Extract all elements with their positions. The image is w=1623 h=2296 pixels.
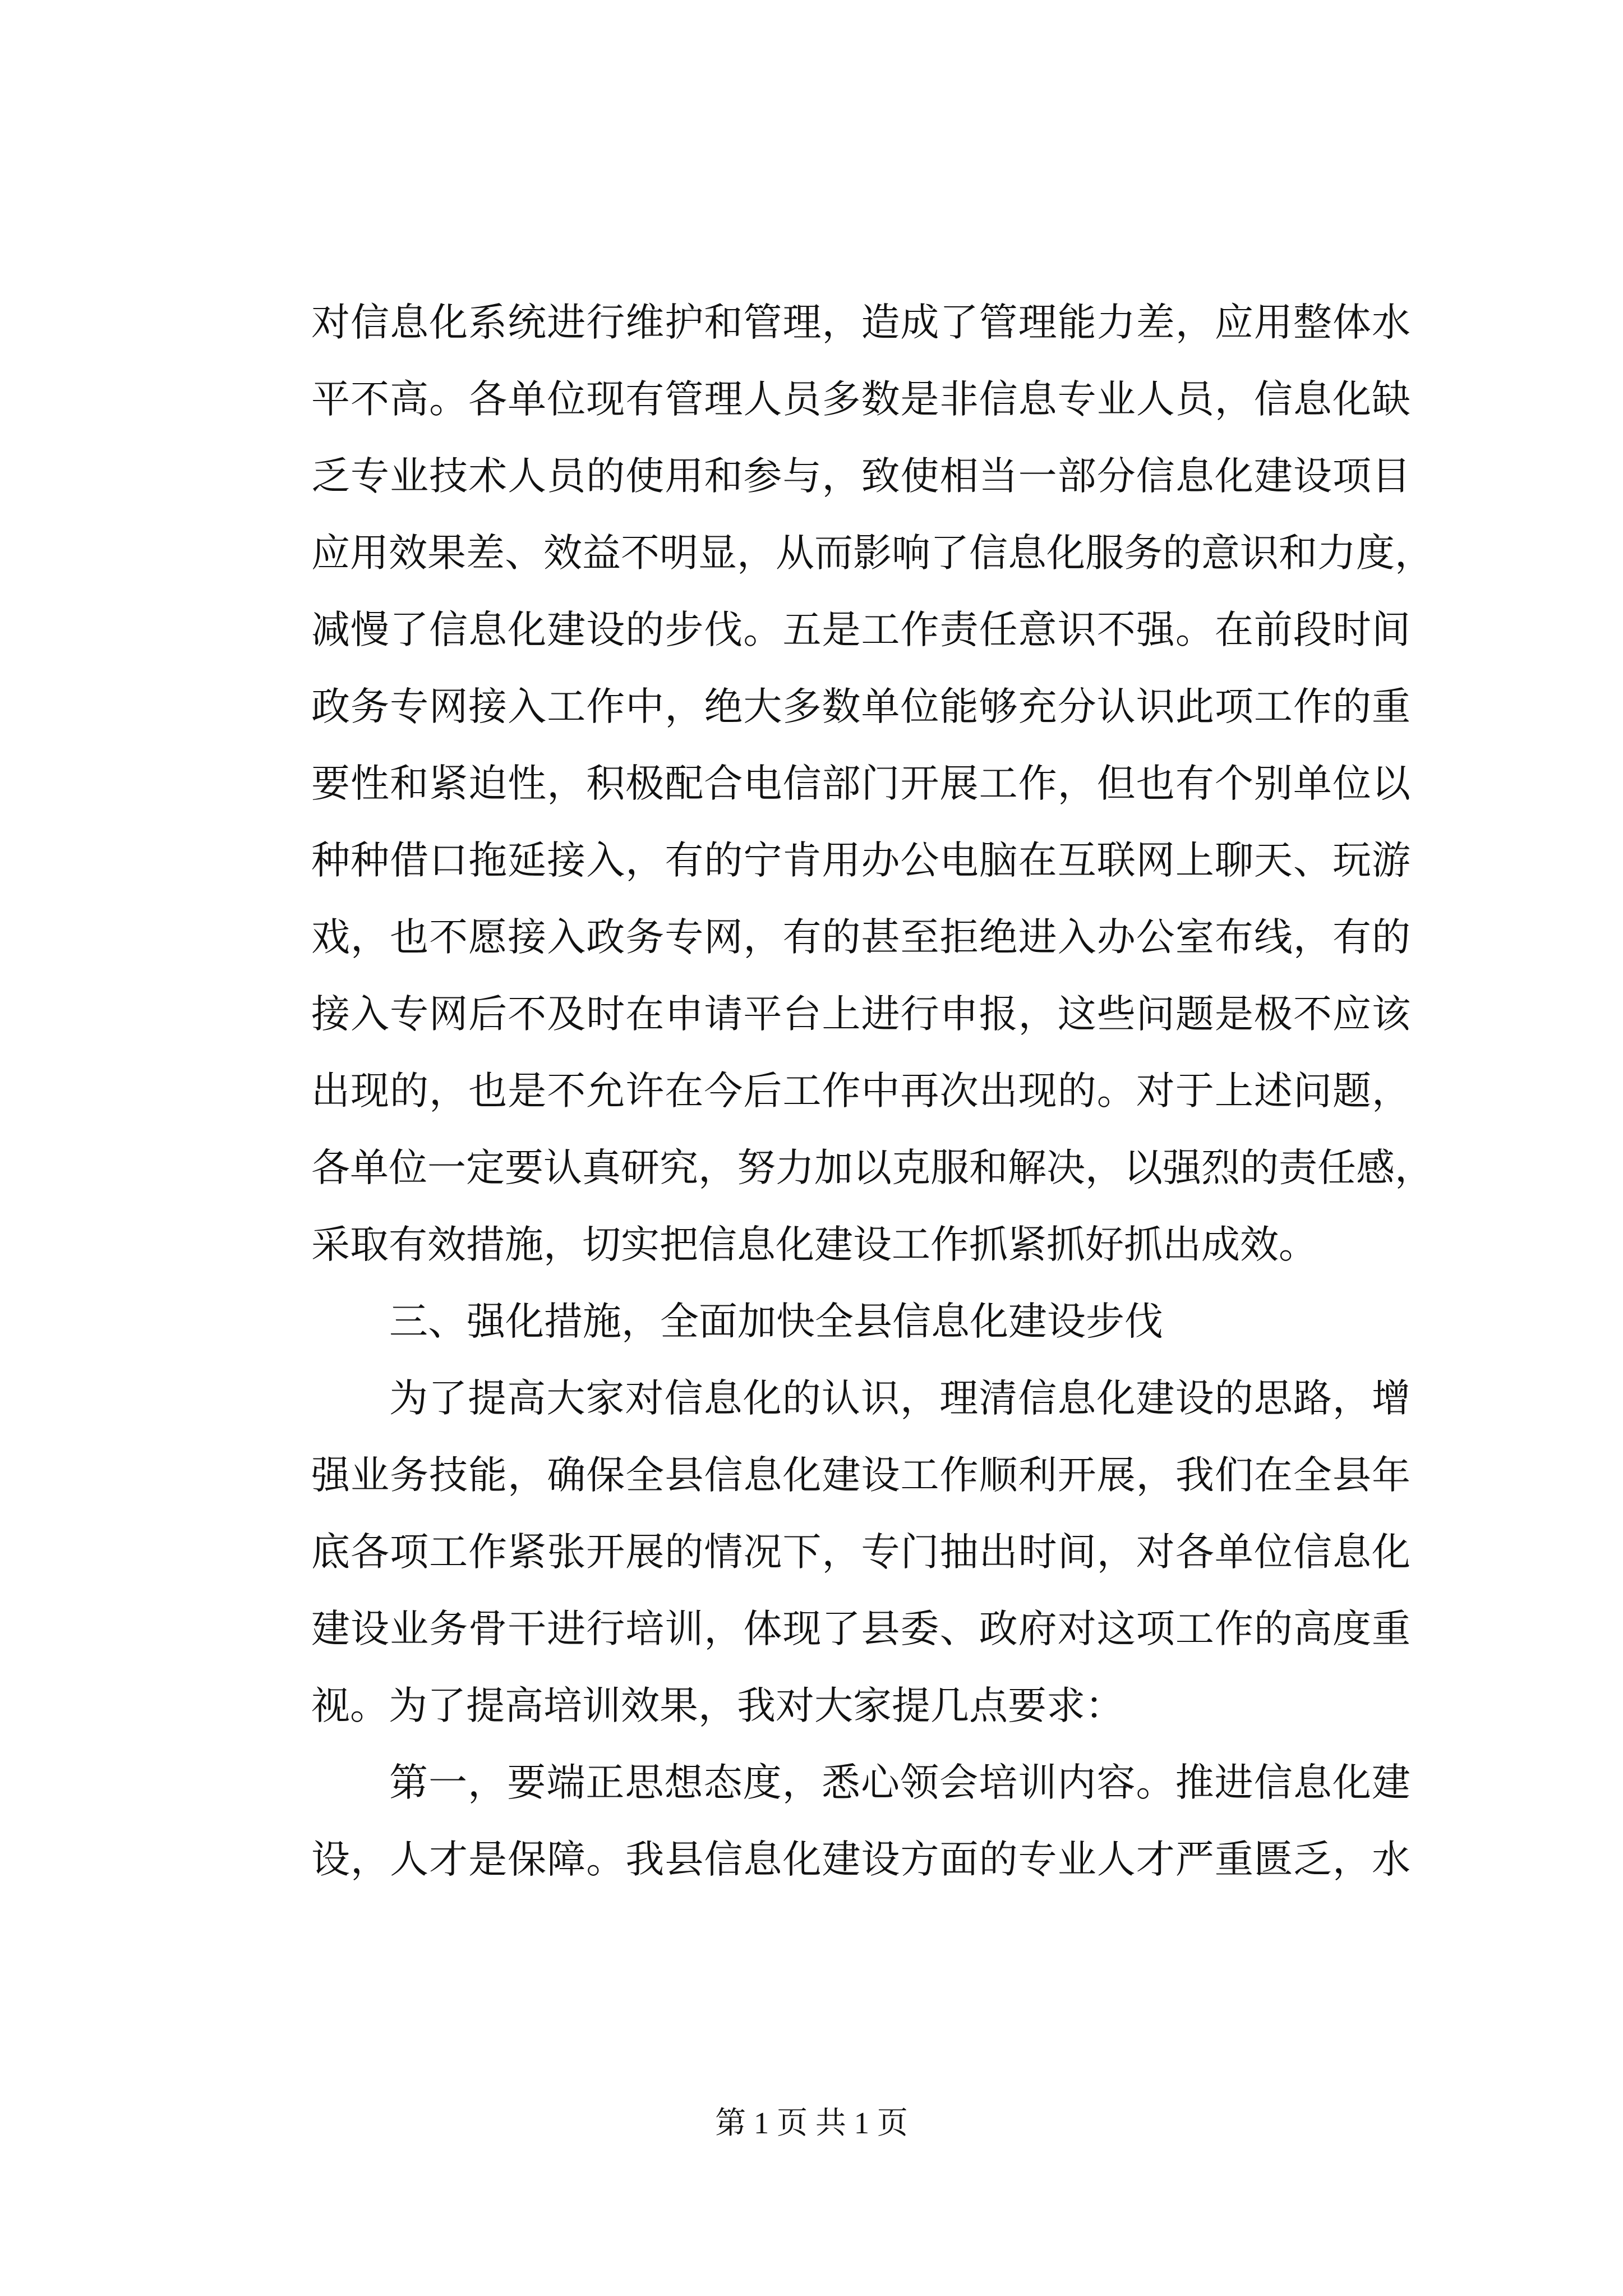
- text-line: 设，人才是保障。我县信息化建设方面的专业人才严重匮乏，水: [311, 1837, 1410, 1882]
- text-line: 各单位一定要认真研究，努力加以克服和解决，以强烈的责任感，: [311, 1145, 1433, 1190]
- text-line: 视。为了提高培训效果，我对大家提几点要求：: [311, 1683, 1124, 1728]
- text-line: 建设业务骨干进行培训，体现了县委、政府对这项工作的高度重: [311, 1607, 1410, 1651]
- text-line: 要性和紧迫性，积极配合电信部门开展工作，但也有个别单位以: [311, 761, 1410, 806]
- text-line: 接入专网后不及时在申请平台上进行申报，这些问题是极不应该: [311, 992, 1410, 1037]
- page-number-footer: 第 1 页 共 1 页: [715, 2106, 908, 2140]
- text-line: 减慢了信息化建设的步伐。五是工作责任意识不强。在前段时间: [311, 608, 1410, 652]
- text-line: 为了提高大家对信息化的认识，理清信息化建设的思路，增: [389, 1376, 1410, 1421]
- text-line: 出现的，也是不允许在今后工作中再次出现的。对于上述问题，: [311, 1069, 1410, 1114]
- text-line: 对信息化系统进行维护和管理，造成了管理能力差，应用整体水: [311, 300, 1410, 345]
- text-line: 采取有效措施，切实把信息化建设工作抓紧抓好抓出成效。: [311, 1222, 1317, 1267]
- text-line: 平不高。各单位现有管理人员多数是非信息专业人员，信息化缺: [311, 377, 1410, 422]
- text-line: 戏，也不愿接入政务专网，有的甚至拒绝进入办公室布线，有的: [311, 915, 1410, 960]
- text-line: 政务专网接入工作中，绝大多数单位能够充分认识此项工作的重: [311, 684, 1410, 729]
- text-line: 第一，要端正思想态度，悉心领会培训内容。推进信息化建: [389, 1760, 1410, 1805]
- text-line: 种种借口拖延接入，有的宁肯用办公电脑在互联网上聊天、玩游: [311, 838, 1410, 883]
- text-line: 强业务技能，确保全县信息化建设工作顺利开展，我们在全县年: [311, 1453, 1410, 1498]
- text-line: 应用效果差、效益不明显，从而影响了信息化服务的意识和力度，: [311, 531, 1433, 576]
- text-line: 乏专业技术人员的使用和参与，致使相当一部分信息化建设项目: [311, 454, 1410, 499]
- text-line: 底各项工作紧张开展的情况下，专门抽出时间，对各单位信息化: [311, 1530, 1410, 1575]
- section-heading: 三、强化措施，全面加快全县信息化建设步伐: [389, 1299, 1163, 1344]
